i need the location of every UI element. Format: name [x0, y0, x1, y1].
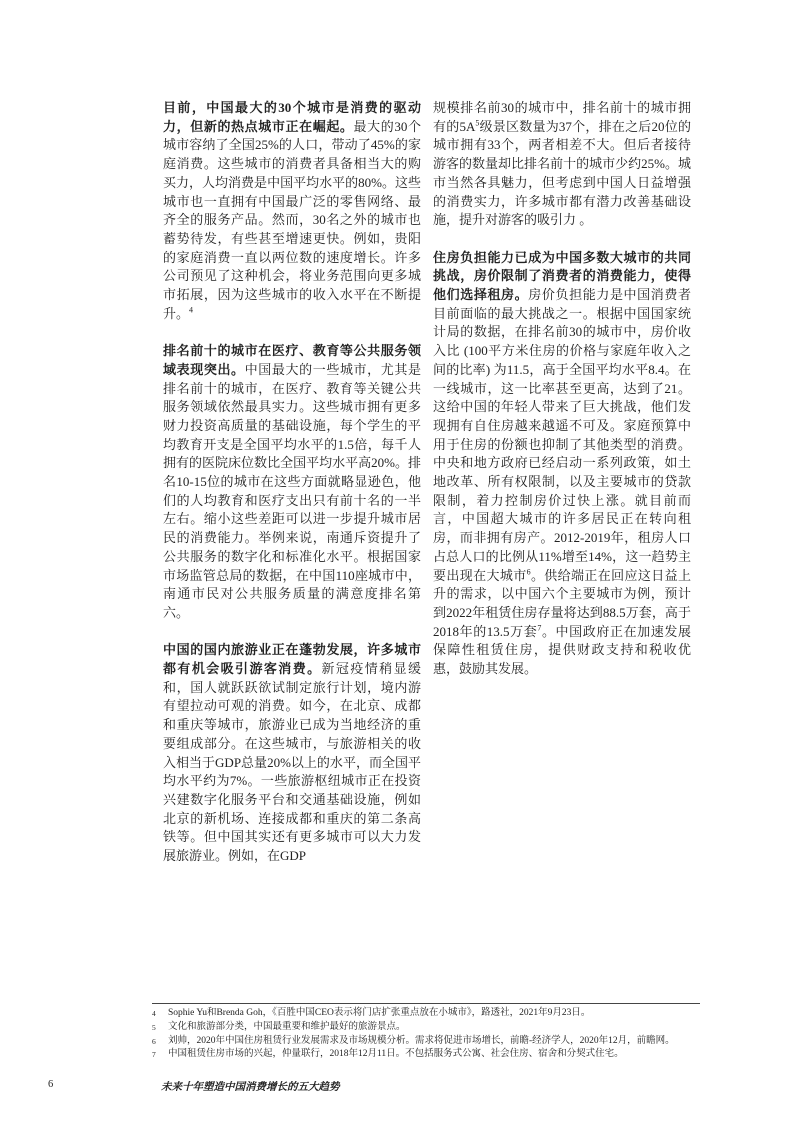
report-title: 未来十年塑造中国消费增长的五大趋势: [161, 1082, 340, 1093]
footnote-text: 中国租赁住房市场的兴起，仲量联行，2018年12月11日。不包括服务式公寓、社会住房、宿舍和分契式住宅。: [168, 1049, 624, 1060]
footnote: [152, 1035, 708, 1049]
paragraph: 住房负担能力已成为中国多数大城市的共同挑战，房价限制了消费者的消费能力，使得他们选择租房。房价负担能力是中国消费者目前面临的最大挑战之一。根据中国国家统计局的数据，在排名前30的城市中，房价收入比 (100平方米住房的价格与家庭年收入之间的比率) 为11.5，高于全国平均水平8.4。在一线城市，这一比率甚至更高，达到了21。这给中国的年轻人带来了巨大挑战，他们发现拥有自住房越来越遥不可及。家庭预算中用于住房的份额也抑制了其他类型的消费。中央和地方政府已经启动一系列政策，如土地改革、所有权限制，以及主要城市的贷款限制，着力控制房价过快上涨。就目前而言，中国超大城市的许多居民正在转向租房，而非拥有房产。2012-2019年，租房人口占总人口的比例从11%增至14%，这一趋势主要出现在大城市$^6$。供给端正在回应这日益上升的需求，以中国六个主要城市为例，预计到2022年租赁住房存量将达到88.5万套，高于2018年的13.5万套$^7$。中国政府正在加速发展保障性租赁住房，提供财政支持和税收优惠，鼓励其发展。: [433, 249, 691, 677]
footnote: [152, 1007, 708, 1021]
footnote: [152, 1048, 708, 1062]
paragraph: 目前，中国最大的30个城市是消费的驱动力，但新的热点城市正在崛起。最大的30个城市容纳了全国25%的人口，带动了45%的家庭消费。这些城市的消费者具备相当大的购买力，人均消费是中国平均水平的80%。这些城市也一直拥有中国最广泛的零售网络、最齐全的服务产品。然而，30名之外的城市也蓄势待发，有些甚至增速更快。例如，贵阳的家庭消费一直以两位数的速度增长。许多公司预见了这种机会，将业务范围向更多城市拓展，因为这些城市的收入水平在不断提升。$^4$: [163, 100, 421, 321]
paragraph: 中国的国内旅游业正在蓬勃发展，许多城市都有机会吸引游客消费。新冠疫情稍显缓和，国人就跃跃欲试制定旅行计划，境内游有望拉动可观的消费。如今，在北京、成都和重庆等城市，旅游业已成为当地经济的重要组成部分。在这些城市，与旅游相关的收入相当于GDP总量20%以上的水平，而全国平均水平约为7%。一些旅游枢纽城市正在投资兴建数字化服务平台和交通基础设施，例如北京的新机场、连接成都和重庆的第二条高铁等。但中国其实还有更多城市可以大力发展旅游业。例如，在GDP: [163, 642, 421, 864]
footnote-marker: 4: [152, 1009, 156, 1018]
footnote-text: Sophie Yu和Brenda Goh，《百胜中国CEO表示将门店扩张重点放在小城市》，路透社，2021年9月23日。: [168, 1008, 591, 1018]
paragraph: 规模排名前30的城市中，排名前十的城市拥有的$5A^5$级景区数量为37个，排在之后20位的城市拥有33个，两者相差不大。但后者接待游客的数量却比排名前十的城市少约25%。城市当然各具魅力，但考虑到中国人日益增强的消费实力，许多城市都有潜力改善基础设施，提升对游客的吸引力 。: [433, 100, 691, 228]
footnotes: [152, 1007, 708, 1062]
page-number: 6: [48, 1079, 54, 1090]
footnote-divider: [152, 1003, 700, 1004]
footnote-text: 刘帅，2020年中国住房租赁行业发展需求及市场规模分析。需求将促进市场增长，前瞻-经济学人，2020年12月，前瞻网。: [168, 1035, 675, 1046]
footnote: [152, 1021, 708, 1035]
text-column-right: [433, 99, 691, 697]
footnote-text: 文化和旅游部分类，中国最重要和维护最好的旅游景点。: [168, 1021, 406, 1032]
footnote-marker: 7: [152, 1050, 156, 1060]
text-column-left: [163, 99, 421, 884]
footnote-marker: 6: [152, 1036, 156, 1046]
paragraph: 排名前十的城市在医疗、教育等公共服务领域表现突出。中国最大的一些城市，尤其是排名前十的城市，在医疗、教育等关键公共服务领域依然最具实力。这些城市拥有更多财力投资高质量的基础设施，每个学生的平均教育开支是全国平均水平的1.5倍，每千人拥有的医院床位数比全国平均水平高20%。排名10-15位的城市在这些方面就略显逊色，他们的人均教育和医疗支出只有前十名的一半左右。缩小这些差距可以进一步提升城市居民的消费能力。举例来说，南通斥资提升了公共服务的数字化和标准化水平。根据国家市场监管总局的数据，在中国110座城市中，南通市民对公共服务质量的满意度排名第六。: [163, 343, 421, 620]
footnote-marker: 5: [152, 1022, 156, 1032]
